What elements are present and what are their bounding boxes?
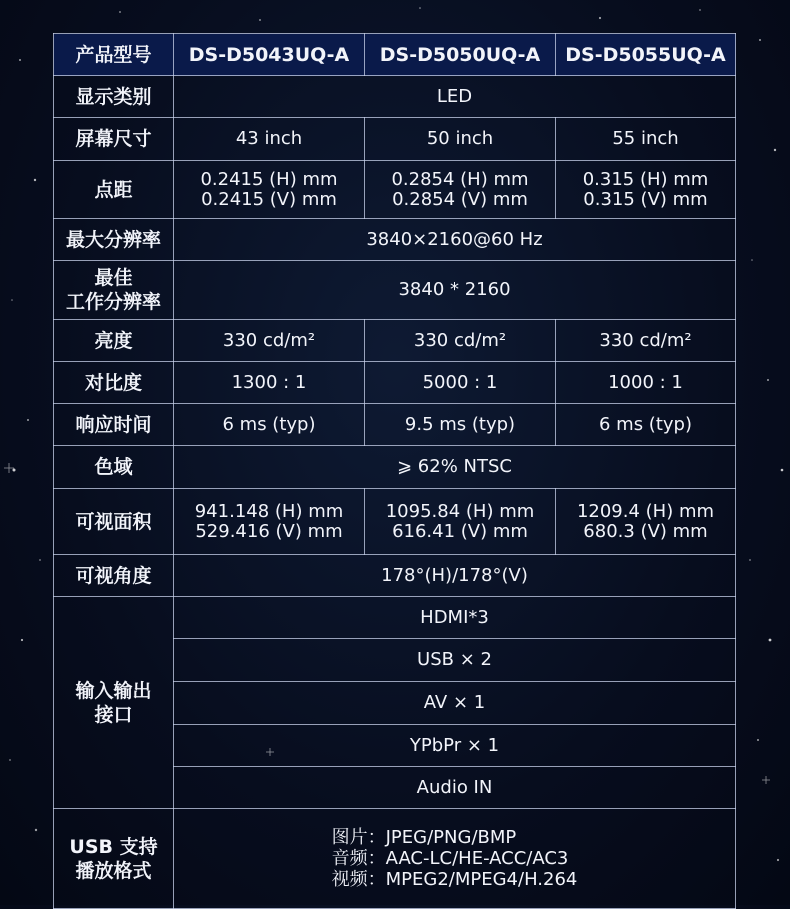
viewable-area-3-v: 680.3 (V) mm	[583, 520, 708, 542]
viewable-area-1-h: 941.148 (H) mm	[194, 500, 344, 522]
pixel-pitch-3-v: 0.315 (V) mm	[583, 188, 708, 210]
row-label-screen-size: 屏幕尺寸	[54, 118, 174, 161]
screen-size-1: 43 inch	[174, 118, 365, 161]
usb-formats-label-line-1: USB 支持	[69, 835, 158, 858]
io-label-line-2: 接口	[94, 703, 133, 726]
row-label-response-time: 响应时间	[54, 404, 174, 446]
contrast-2: 5000 : 1	[365, 362, 556, 404]
spec-table	[53, 33, 736, 909]
model-2: DS-D5050UQ-A	[365, 34, 556, 76]
max-resolution-value: 3840×2160@60 Hz	[174, 219, 736, 261]
usb-formats-video: 视频：MPEG2/MPEG4/H.264	[331, 869, 578, 890]
brightness-1: 330 cd/m²	[174, 320, 365, 362]
viewable-area-1	[174, 489, 365, 555]
row-label-pixel-pitch: 点距	[54, 161, 174, 219]
row-label-best-resolution	[54, 261, 174, 320]
io-av: AV × 1	[174, 682, 736, 725]
best-resolution-label-line-1: 最佳	[94, 267, 133, 289]
table-row	[54, 362, 736, 404]
table-row	[54, 219, 736, 261]
table-row	[54, 404, 736, 446]
viewable-area-3-h: 1209.4 (H) mm	[576, 500, 715, 522]
io-audio-in: Audio IN	[174, 767, 736, 809]
screen-size-2: 50 inch	[365, 118, 556, 161]
row-label-brightness: 亮度	[54, 320, 174, 362]
contrast-3: 1000 : 1	[556, 362, 736, 404]
pixel-pitch-3-h: 0.315 (H) mm	[582, 168, 709, 190]
pixel-pitch-2	[365, 161, 556, 219]
row-label-usb-formats	[54, 809, 174, 909]
row-label-io	[54, 597, 174, 809]
io-hdmi: HDMI*3	[174, 597, 736, 639]
screen-size-3: 55 inch	[556, 118, 736, 161]
pixel-pitch-2-h: 0.2854 (H) mm	[391, 168, 529, 190]
best-resolution-value: 3840 * 2160	[174, 261, 736, 320]
table-row	[54, 489, 736, 555]
table-row	[54, 161, 736, 219]
table-row	[54, 555, 736, 597]
usb-formats-image: 图片：JPEG/PNG/BMP	[331, 827, 517, 848]
model-1: DS-D5043UQ-A	[174, 34, 365, 76]
row-label-max-resolution: 最大分辨率	[54, 219, 174, 261]
color-gamut-value: ⩾ 62% NTSC	[174, 446, 736, 489]
header-row	[54, 34, 736, 76]
model-3: DS-D5055UQ-A	[556, 34, 736, 76]
io-usb: USB × 2	[174, 639, 736, 682]
pixel-pitch-1-h: 0.2415 (H) mm	[200, 168, 338, 190]
viewing-angle-value: 178°(H)/178°(V)	[174, 555, 736, 597]
viewable-area-2-h: 1095.84 (H) mm	[385, 500, 535, 522]
usb-formats-list	[332, 827, 578, 890]
row-label-viewing-angle: 可视角度	[54, 555, 174, 597]
display-type-value: LED	[174, 76, 736, 118]
viewable-area-2-v: 616.41 (V) mm	[392, 520, 528, 542]
usb-formats-label-line-2: 播放格式	[75, 859, 152, 882]
best-resolution-label-line-2: 工作分辨率	[65, 291, 161, 313]
usb-formats-value	[174, 809, 736, 909]
usb-formats-audio: 音频：AAC-LC/HE-ACC/AC3	[331, 848, 569, 869]
table-row	[54, 118, 736, 161]
row-label-color-gamut: 色域	[54, 446, 174, 489]
viewable-area-1-v: 529.416 (V) mm	[195, 520, 343, 542]
header-label: 产品型号	[54, 34, 174, 76]
table-row	[54, 597, 736, 639]
response-time-2: 9.5 ms (typ)	[365, 404, 556, 446]
pixel-pitch-2-v: 0.2854 (V) mm	[392, 188, 528, 210]
io-ypbpr: YPbPr × 1	[174, 725, 736, 767]
viewable-area-3	[556, 489, 736, 555]
pixel-pitch-3	[556, 161, 736, 219]
response-time-3: 6 ms (typ)	[556, 404, 736, 446]
table-row	[54, 261, 736, 320]
row-label-display-type: 显示类别	[54, 76, 174, 118]
row-label-viewable-area: 可视面积	[54, 489, 174, 555]
table-row	[54, 320, 736, 362]
row-label-contrast: 对比度	[54, 362, 174, 404]
viewable-area-2	[365, 489, 556, 555]
pixel-pitch-1-v: 0.2415 (V) mm	[201, 188, 337, 210]
table-row	[54, 446, 736, 489]
brightness-2: 330 cd/m²	[365, 320, 556, 362]
io-label-line-1: 输入输出	[75, 679, 152, 702]
contrast-1: 1300 : 1	[174, 362, 365, 404]
brightness-3: 330 cd/m²	[556, 320, 736, 362]
pixel-pitch-1	[174, 161, 365, 219]
table-row	[54, 809, 736, 909]
table-row	[54, 76, 736, 118]
response-time-1: 6 ms (typ)	[174, 404, 365, 446]
